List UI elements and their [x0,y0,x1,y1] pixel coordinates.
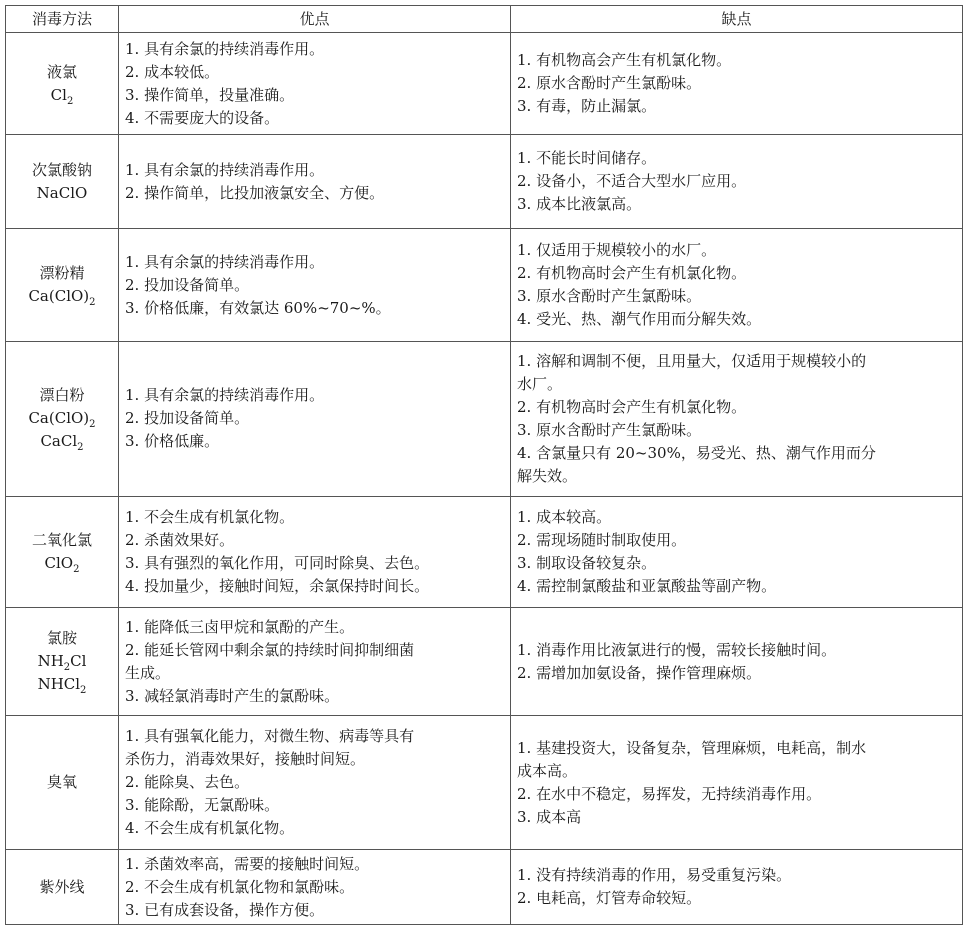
disadvantage-item: 4. 受光、热、潮气作用而分解失效。 [517,310,762,329]
pros-cell [119,608,511,716]
header-pros: 优点 [119,6,511,33]
chemical-formula [8,650,116,673]
disadvantage-item: 2. 有机物高时会产生有机氯化物。 [517,397,747,416]
method-cell [6,496,119,607]
method-name: 次氯酸钠 [31,160,92,179]
cons-cell [511,496,963,607]
advantage-item: 4. 不需要庞大的设备。 [125,108,280,127]
table-row [6,608,963,716]
table-row [6,716,963,850]
formula-base: NaClO [36,183,88,202]
advantage-item: 生成。 [125,663,171,682]
disadvantage-item: 2. 设备小，不适合大型水厂应用。 [517,172,747,191]
formula-subscript: 2 [89,419,96,431]
pros-cell [119,229,511,341]
advantage-item: 3. 价格低廉，有效氯达 60%~70~%。 [125,298,391,317]
advantage-item: 1. 具有余氯的持续消毒作用。 [125,39,325,58]
advantage-item: 1. 具有强氧化能力，对微生物、病毒等具有 [125,727,415,746]
cons-cell [511,135,963,229]
advantage-item: 1. 不会生成有机氯化物。 [125,507,295,526]
method-cell [6,850,119,925]
formula-subscript: 2 [89,297,96,309]
disadvantage-item: 1. 仅适用于规模较小的水厂。 [517,241,717,260]
disadvantage-item: 3. 制取设备较复杂。 [517,553,657,572]
table-row [6,33,963,135]
table-row [6,850,963,925]
chemical-formula [8,430,116,453]
method-cell [6,608,119,716]
method-name: 二氧化氯 [31,530,92,549]
cons-cell [511,850,963,925]
advantage-item: 1. 具有余氯的持续消毒作用。 [125,160,325,179]
formula-suffix: Cl [70,652,87,671]
advantage-item: 3. 能除酚，无氯酚味。 [125,796,280,815]
cons-cell [511,229,963,341]
disadvantage-item: 1. 不能长时间储存。 [517,149,657,168]
pros-cell [119,496,511,607]
method-cell [6,135,119,229]
advantage-item: 3. 减轻氯消毒时产生的氯酚味。 [125,686,340,705]
pros-cell [119,716,511,850]
advantage-item: 1. 能降低三卤甲烷和氯酚的产生。 [125,617,355,636]
chemical-formula [8,407,116,430]
formula-base: NH [37,652,64,671]
advantage-item: 2. 投加设备简单。 [125,409,250,428]
cons-cell [511,33,963,135]
method-name: 漂粉精 [39,264,85,283]
advantage-item: 2. 能延长管网中剩余氯的持续时间抑制细菌 [125,640,415,659]
cons-cell [511,608,963,716]
advantage-item: 1. 具有余氯的持续消毒作用。 [125,386,325,405]
disadvantage-item: 3. 原水含酚时产生氯酚味。 [517,287,702,306]
disadvantage-item: 3. 成本高 [517,807,582,826]
advantage-item: 2. 投加设备简单。 [125,275,250,294]
advantage-item: 2. 操作简单，比投加液氯安全、方便。 [125,183,385,202]
table-row [6,135,963,229]
formula-subscript: 2 [63,662,71,674]
method-cell [6,341,119,496]
disadvantage-item: 2. 原水含酚时产生氯酚味。 [517,74,702,93]
chemical-formula [8,182,116,205]
advantage-item: 杀伤力，消毒效果好，接触时间短。 [125,750,366,769]
formula-subscript: 2 [73,563,80,575]
disadvantage-item: 2. 电耗高，灯管寿命较短。 [517,889,702,907]
header-row [6,6,963,33]
table-row [6,229,963,341]
advantage-item: 2. 成本较低。 [125,62,220,81]
advantage-item: 2. 不会生成有机氯化物和氯酚味。 [125,877,355,896]
disadvantage-item: 4. 含氯量只有 20~30%，易受光、热、潮气作用而分 [517,443,876,462]
advantage-item: 4. 投加量少，接触时间短，余氯保持时间长。 [125,576,430,595]
table-row [6,341,963,496]
method-name: 臭氧 [46,773,77,792]
formula-base: Ca(ClO) [28,409,90,428]
advantage-item: 1. 杀菌效率高，需要的接触时间短。 [125,854,370,873]
advantage-item: 2. 杀菌效果好。 [125,530,235,549]
disadvantage-item: 1. 消毒作用比液氯进行的慢，需较长接触时间。 [517,640,837,659]
chemical-formula [8,84,116,107]
chemical-formula [8,285,116,308]
method-name: 氯胺 [46,629,77,648]
method-cell [6,33,119,135]
method-name: 漂白粉 [39,386,85,405]
method-cell [6,716,119,850]
disadvantage-item: 3. 原水含酚时产生氯酚味。 [517,420,702,439]
advantage-item: 4. 不会生成有机氯化物。 [125,819,295,838]
formula-base: CaCl [40,432,78,451]
chemical-formula [8,673,116,696]
header-method: 消毒方法 [6,6,119,33]
header-cons: 缺点 [511,6,963,33]
advantage-item: 3. 已有成套设备，操作方便。 [125,900,325,919]
formula-subscript: 2 [77,442,84,454]
disadvantage-item: 1. 没有持续消毒的作用，易受重复污染。 [517,866,792,884]
disadvantage-item: 成本高。 [517,761,578,780]
disadvantage-item: 3. 有毒，防止漏氯。 [517,97,657,116]
method-cell [6,229,119,341]
pros-cell [119,850,511,925]
disadvantage-item: 2. 需现场随时制取使用。 [517,530,687,549]
table-row [6,496,963,607]
method-name: 紫外线 [39,877,85,896]
disadvantage-item: 4. 需控制氯酸盐和亚氯酸盐等副产物。 [517,576,777,595]
advantage-item: 3. 操作简单，投量准确。 [125,85,295,104]
disadvantage-item: 2. 在水中不稳定，易挥发，无持续消毒作用。 [517,784,822,803]
formula-base: ClO [44,553,74,572]
advantage-item: 1. 具有余氯的持续消毒作用。 [125,252,325,271]
disadvantage-item: 3. 成本比液氯高。 [517,195,642,214]
disadvantage-item: 1. 基建投资大，设备复杂，管理麻烦，电耗高，制水 [517,738,867,757]
disadvantage-item: 水厂。 [517,374,563,393]
advantage-item: 2. 能除臭、去色。 [125,773,250,792]
pros-cell [119,33,511,135]
formula-base: NHCl [37,675,81,694]
disadvantage-item: 1. 成本较高。 [517,507,612,526]
chemical-formula [8,552,116,575]
advantage-item: 3. 价格低廉。 [125,432,220,451]
pros-cell [119,341,511,496]
formula-subscript: 2 [80,685,87,697]
advantage-item: 3. 具有强烈的氧化作用，可同时除臭、去色。 [125,553,430,572]
disadvantage-item: 2. 有机物高时会产生有机氯化物。 [517,264,747,283]
cons-cell [511,716,963,850]
disadvantage-item: 解失效。 [517,466,578,485]
disinfection-comparison-table [5,5,963,925]
method-name: 液氯 [46,62,77,81]
disadvantage-item: 1. 有机物高会产生有机氯化物。 [517,51,732,70]
formula-base: Cl [50,85,67,104]
disadvantage-item: 1. 溶解和调制不便，且用量大，仅适用于规模较小的 [517,351,867,370]
formula-subscript: 2 [66,95,74,107]
disadvantage-item: 2. 需增加加氨设备，操作管理麻烦。 [517,663,762,682]
pros-cell [119,135,511,229]
cons-cell [511,341,963,496]
formula-base: Ca(ClO) [28,287,90,306]
